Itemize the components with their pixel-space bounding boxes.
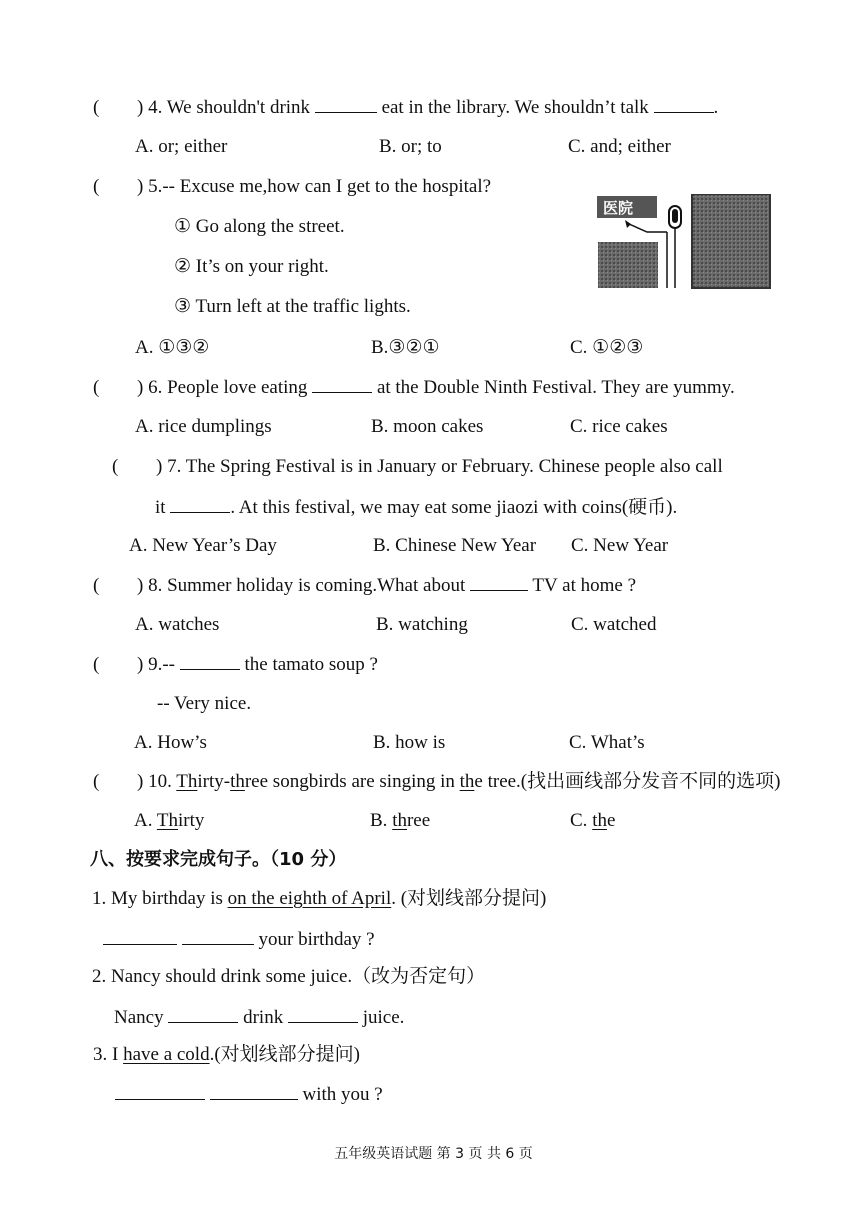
option-c: C. ①②③ [570, 337, 644, 358]
option-b: B. Chinese New Year [373, 535, 537, 556]
option-a: A. watches [135, 614, 220, 635]
option-c: C. the [570, 810, 616, 831]
sentence-1-answer: your birthday ? [103, 928, 375, 951]
option-a: A. rice dumplings [135, 416, 272, 437]
building-block [692, 194, 770, 288]
sentence-2-answer: Nancy drink juice. [114, 1007, 405, 1028]
answer-blank[interactable] [103, 928, 177, 945]
sentence-3: 3. I have a cold.(对划线部分提问) [93, 1044, 360, 1065]
option-c: C. rice cakes [570, 416, 668, 437]
question-8: ( ) 8. Summer holiday is coming.What about TV at home ? [93, 575, 636, 596]
answer-paren[interactable]: ( [93, 575, 100, 596]
option-b: B. how is [373, 732, 446, 753]
option-a: A. How’s [134, 732, 207, 753]
answer-paren[interactable]: ( [112, 456, 119, 477]
option-c: C. New Year [571, 535, 669, 556]
answer-blank[interactable] [170, 496, 230, 513]
option-a: A. New Year’s Day [129, 535, 277, 556]
answer-blank[interactable] [210, 1083, 298, 1100]
page-footer: 五年级英语试题 第 3 页 共 6 页 [334, 1146, 533, 1162]
sentence-2: 2. Nancy should drink some juice.（改为否定句） [92, 966, 486, 987]
option-b: B. three [370, 810, 431, 831]
question-6: ( ) 6. People love eating at the Double Ninth Festival. They are yummy. [93, 377, 735, 398]
answer-paren[interactable]: ( [93, 771, 100, 792]
question-7-line-2: it . At this festival, we may eat some jiaozi with coins(硬币). [155, 497, 678, 518]
question-4-text: 4. We shouldn't drink [148, 97, 311, 118]
building-block [598, 242, 658, 288]
option-c: C. watched [571, 614, 657, 635]
question-7: ( ) 7. The Spring Festival is in January or February. Chinese people also call [112, 456, 723, 477]
step-1: ① Go along the street. [174, 216, 345, 237]
sentence-3-answer: with you ? [115, 1083, 383, 1106]
route-map-image [597, 194, 772, 290]
answer-paren[interactable]: ( [93, 176, 100, 197]
step-2: ② It’s on your right. [174, 256, 329, 277]
option-a: A. Thirty [134, 810, 205, 831]
question-9-reply: -- Very nice. [157, 693, 252, 714]
answer-paren[interactable]: ( [93, 377, 100, 398]
answer-blank[interactable] [288, 1006, 358, 1023]
option-c: C. What’s [569, 732, 645, 753]
answer-blank[interactable] [315, 96, 377, 113]
option-a: A. ①③② [135, 337, 210, 358]
answer-blank[interactable] [115, 1083, 205, 1100]
answer-blank[interactable] [168, 1006, 238, 1023]
answer-blank[interactable] [312, 376, 372, 393]
answer-blank[interactable] [182, 928, 254, 945]
question-10: ( ) 10. Thirty-three songbirds are singing in the tree.(找出画线部分发音不同的选项) [93, 771, 781, 792]
question-5-text: 5.-- Excuse me,how can I get to the hospital? [148, 176, 492, 197]
sentence-1: 1. My birthday is on the eighth of April. (对划线部分提问) [92, 888, 547, 909]
option-b: B. or; to [379, 136, 442, 157]
option-c: C. and; either [568, 136, 671, 157]
question-9: ( ) 9.-- the tamato soup ? [93, 654, 378, 675]
option-b: B. watching [376, 614, 468, 635]
option-b: B. moon cakes [371, 416, 484, 437]
answer-paren[interactable]: ( [93, 654, 100, 675]
option-b: B.③②① [371, 337, 440, 358]
answer-blank[interactable] [180, 653, 240, 670]
question-4: ( ) 4. We shouldn't drink eat in the library. We shouldn’t talk . [93, 97, 719, 118]
option-a: A. or; either [135, 136, 228, 157]
answer-paren[interactable]: ( [93, 97, 100, 118]
answer-blank[interactable] [470, 574, 528, 591]
hospital-label: 医院 [603, 199, 634, 217]
answer-blank[interactable] [654, 96, 714, 113]
step-3: ③ Turn left at the traffic lights. [174, 296, 411, 317]
question-5: ( ) 5.-- Excuse me,how can I get to the hospital? [93, 176, 492, 197]
section-title: 八、按要求完成句子。（10 分） [90, 849, 347, 870]
